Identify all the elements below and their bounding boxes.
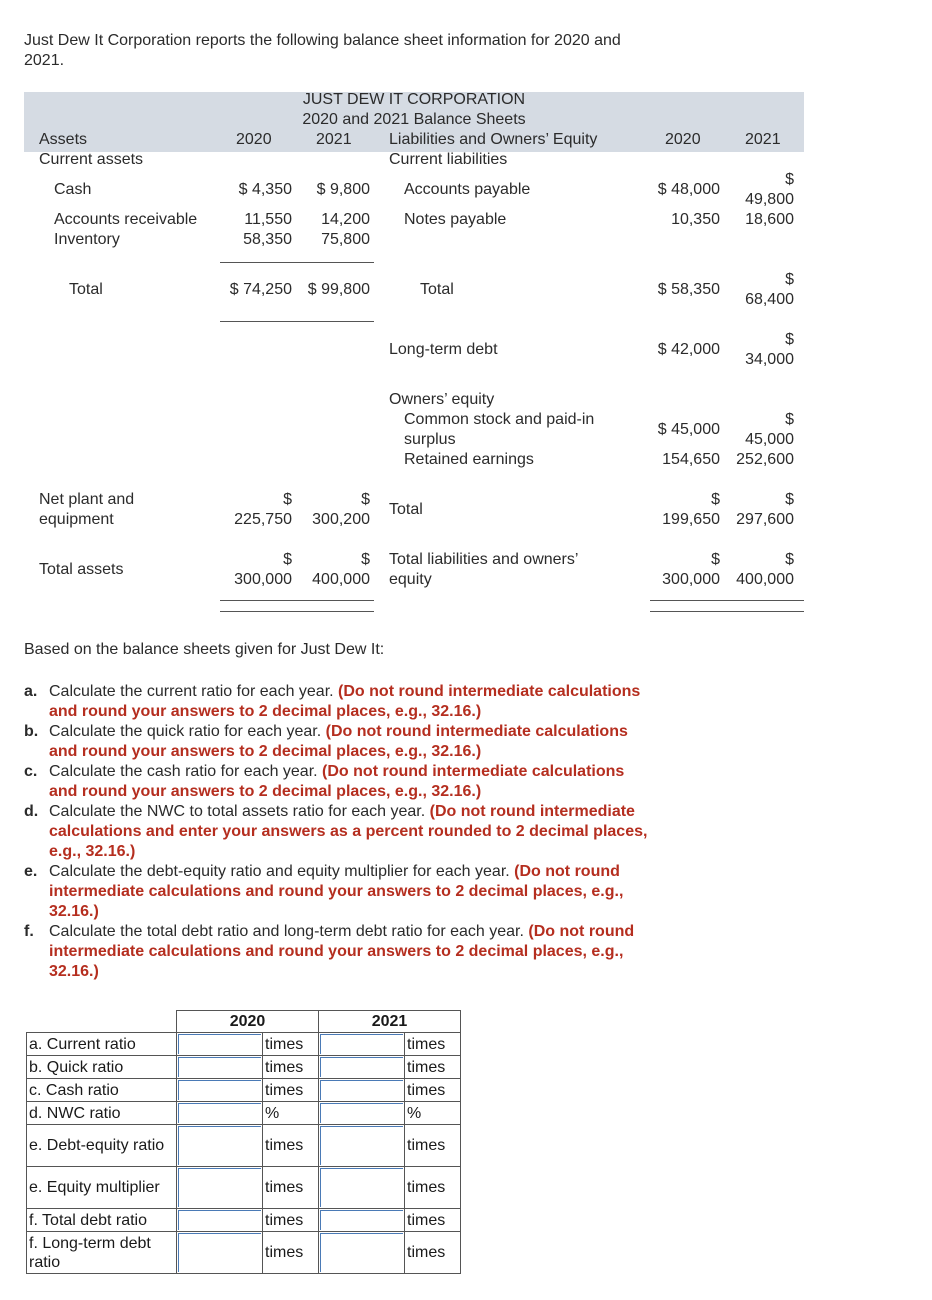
answer-unit: times — [405, 1125, 461, 1167]
np-2021: 18,600 — [745, 211, 794, 228]
total-oe-2021: 297,600 — [736, 511, 794, 528]
answer-row-total-debt — [27, 1209, 461, 1232]
rule-tle-double-1 — [650, 600, 804, 601]
sheet-subtitle: 2020 and 2021 Balance Sheets — [302, 111, 526, 128]
cs-label: Common stock and paid-in surplus — [404, 411, 595, 448]
rule-tle-double-2 — [650, 611, 804, 612]
total-debt-2021-input[interactable] — [319, 1209, 405, 1232]
answer-row-label: e. Equity multiplier — [27, 1167, 177, 1209]
ap-label: Accounts payable — [404, 181, 531, 198]
answer-unit: times — [263, 1167, 319, 1209]
rule-ca-total — [220, 262, 374, 263]
assets-year-2020: 2020 — [236, 131, 272, 148]
total-cl-2021: 68,400 — [745, 291, 794, 308]
cash-2020: $ 4,350 — [238, 181, 292, 198]
current-liabilities-label: Current liabilities — [389, 151, 508, 168]
question-list — [24, 682, 654, 982]
cs-2020: $ 45,000 — [657, 421, 720, 438]
answer-unit: times — [263, 1209, 319, 1232]
liab-year-2021: 2021 — [745, 131, 781, 148]
rule-ta-double-2 — [220, 611, 374, 612]
answer-row-nwc-ratio — [27, 1102, 461, 1125]
tle-2021: 400,000 — [736, 571, 794, 588]
ap-2021-symbol: $ — [785, 171, 794, 188]
re-2020: 154,650 — [662, 451, 720, 468]
answer-table — [26, 1010, 461, 1274]
total-cl-2020: $ 58,350 — [657, 281, 720, 298]
re-2021: 252,600 — [736, 451, 794, 468]
current-ratio-2021-input[interactable] — [319, 1033, 405, 1056]
answer-unit: times — [405, 1209, 461, 1232]
answer-unit: times — [405, 1033, 461, 1056]
quick-ratio-2021-input[interactable] — [319, 1056, 405, 1079]
ar-2020: 11,550 — [244, 211, 292, 228]
npe-2021-symbol: $ — [361, 491, 370, 508]
tle-2020-symbol: $ — [711, 551, 720, 568]
answer-unit: % — [405, 1102, 461, 1125]
answer-unit: times — [263, 1232, 319, 1274]
company-title: JUST DEW IT CORPORATION — [302, 91, 526, 108]
ltd-label: Long-term debt — [389, 341, 498, 358]
ap-2020: $ 48,000 — [657, 181, 720, 198]
re-label: Retained earnings — [404, 451, 534, 468]
answer-unit: times — [405, 1056, 461, 1079]
ta-2021: 400,000 — [312, 571, 370, 588]
nwc-ratio-2021-input[interactable] — [319, 1102, 405, 1125]
cash-ratio-2020-input[interactable] — [177, 1079, 263, 1102]
ltd-2021: 34,000 — [745, 351, 794, 368]
answer-row-long-term-debt — [27, 1232, 461, 1274]
answer-row-label: f. Total debt ratio — [27, 1209, 177, 1232]
answer-row-label: c. Cash ratio — [27, 1079, 177, 1102]
tle-2020: 300,000 — [662, 571, 720, 588]
answer-unit: times — [263, 1033, 319, 1056]
question-e: e. Calculate the debt-equity ratio and equity multiplier for each year. (Do not round intermediate calculations and round your answers to 2 decimal places, e.g., 32.16.) — [24, 863, 624, 920]
total-ca-2021: $ 99,800 — [307, 281, 370, 298]
total-ca-2020: $ 74,250 — [229, 281, 292, 298]
answer-header-row — [27, 1011, 461, 1033]
inventory-label: Inventory — [54, 231, 120, 248]
total-cl-label: Total — [420, 281, 454, 298]
current-assets-label: Current assets — [39, 151, 144, 168]
oe-label: Owners’ equity — [389, 391, 495, 408]
current-ratio-2020-input[interactable] — [177, 1033, 263, 1056]
nwc-ratio-2020-input[interactable] — [177, 1102, 263, 1125]
total-oe-2020: 199,650 — [662, 511, 720, 528]
answer-header-2021: 2021 — [319, 1011, 461, 1033]
ta-label: Total assets — [39, 561, 124, 578]
question-b: b. Calculate the quick ratio for each year. (Do not round intermediate calculations and round your answers to 2 decimal places, e.g., 32.16.) — [24, 723, 628, 760]
answer-unit: % — [263, 1102, 319, 1125]
rule-ta-double-1 — [220, 600, 374, 601]
tle-2021-symbol: $ — [785, 551, 794, 568]
assets-header: Assets — [39, 131, 88, 148]
liabilities-header: Liabilities and Owners’ Equity — [389, 131, 598, 148]
answer-row-label: f. Long-term debt ratio — [27, 1232, 177, 1274]
total-cl-2021-symbol: $ — [785, 271, 794, 288]
liab-year-2020: 2020 — [665, 131, 701, 148]
npe-2021: 300,200 — [312, 511, 370, 528]
npe-2020-symbol: $ — [283, 491, 292, 508]
answer-row-label: b. Quick ratio — [27, 1056, 177, 1079]
answer-row-label: d. NWC ratio — [27, 1102, 177, 1125]
equity-multiplier-2021-input[interactable] — [319, 1167, 405, 1209]
ap-2021: 49,800 — [745, 191, 794, 208]
cash-label: Cash — [54, 181, 92, 198]
answer-unit: times — [263, 1056, 319, 1079]
cash-ratio-2021-input[interactable] — [319, 1079, 405, 1102]
debt-equity-2020-input[interactable] — [177, 1125, 263, 1167]
cs-2021-symbol: $ — [785, 411, 794, 428]
question-d: d. Calculate the NWC to total assets ratio for each year. (Do not round intermediate calculations and enter your answers as a percent rounded to 2 decimal places, e.g., 32.16.) — [24, 803, 648, 860]
npe-label: Net plant and equipment — [39, 491, 135, 528]
ta-2020-symbol: $ — [283, 551, 292, 568]
np-2020: 10,350 — [671, 211, 720, 228]
answer-header-2020: 2020 — [177, 1011, 319, 1033]
ta-2020: 300,000 — [234, 571, 292, 588]
ar-label: Accounts receivable — [54, 211, 198, 228]
npe-2020: 225,750 — [234, 511, 292, 528]
question-c: c. Calculate the cash ratio for each year. (Do not round intermediate calculations and round your answers to 2 decimal places, e.g., 32.16.) — [24, 763, 625, 800]
inventory-2020: 58,350 — [243, 231, 292, 248]
cs-2021: 45,000 — [745, 431, 794, 448]
questions-lead: Based on the balance sheets given for Just Dew It: — [24, 641, 385, 658]
ar-2021: 14,200 — [321, 211, 370, 228]
total-oe-label: Total — [389, 501, 423, 518]
question-f: f. Calculate the total debt ratio and long-term debt ratio for each year. (Do not round intermediate calculations and round your answers to 2 decimal places, e.g., 32.16.) — [24, 923, 635, 980]
rule-ca-under — [220, 321, 374, 322]
debt-equity-2021-input[interactable] — [319, 1125, 405, 1167]
ltd-2020: $ 42,000 — [657, 341, 720, 358]
answer-row-current-ratio — [27, 1033, 461, 1056]
total-ca-label: Total — [69, 281, 103, 298]
ta-2021-symbol: $ — [361, 551, 370, 568]
question-a: a. Calculate the current ratio for each year. (Do not round intermediate calculations and round your answers to 2 decimal places, e.g., 32.16.) — [24, 683, 641, 720]
answer-row-debt-equity — [27, 1125, 461, 1167]
total-oe-2021-symbol: $ — [785, 491, 794, 508]
answer-unit: times — [405, 1079, 461, 1102]
answer-unit: times — [405, 1167, 461, 1209]
equity-multiplier-2020-input[interactable] — [177, 1167, 263, 1209]
quick-ratio-2020-input[interactable] — [177, 1056, 263, 1079]
answer-row-label: e. Debt-equity ratio — [27, 1125, 177, 1167]
total-oe-2020-symbol: $ — [711, 491, 720, 508]
tle-label: Total liabilities and owners’ equity — [389, 551, 578, 588]
ltd-2021-symbol: $ — [785, 331, 794, 348]
total-debt-2020-input[interactable] — [177, 1209, 263, 1232]
answer-row-cash-ratio — [27, 1079, 461, 1102]
answer-unit: times — [263, 1079, 319, 1102]
cash-2021: $ 9,800 — [316, 181, 370, 198]
answer-unit: times — [263, 1125, 319, 1167]
assets-year-2021: 2021 — [316, 131, 352, 148]
answer-row-label: a. Current ratio — [27, 1033, 177, 1056]
inventory-2021: 75,800 — [321, 231, 370, 248]
np-label: Notes payable — [404, 211, 507, 228]
long-term-debt-2021-input[interactable] — [319, 1232, 405, 1274]
answer-row-quick-ratio — [27, 1056, 461, 1079]
intro-text: Just Dew It Corporation reports the following balance sheet information for 2020 and 2021. — [24, 32, 621, 69]
answer-unit: times — [405, 1232, 461, 1274]
long-term-debt-2020-input[interactable] — [177, 1232, 263, 1274]
answer-header-blank — [27, 1011, 177, 1033]
answer-row-equity-multiplier — [27, 1167, 461, 1209]
